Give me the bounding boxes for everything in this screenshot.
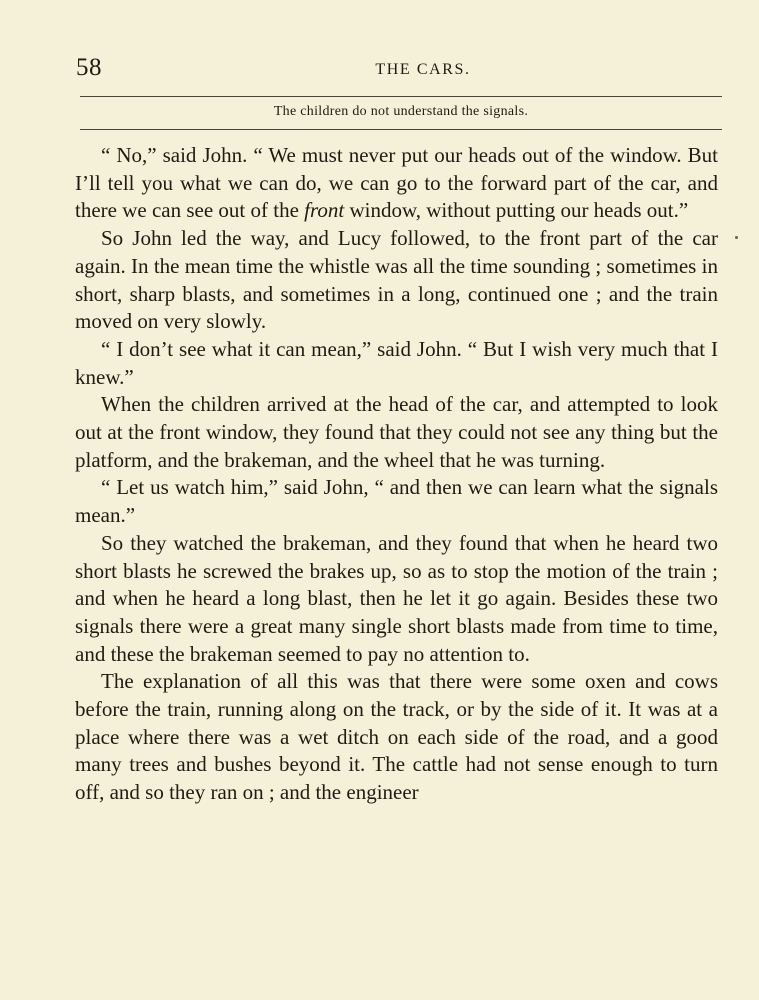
body-text	[75, 142, 718, 807]
bottom-rule	[80, 129, 722, 130]
paragraph-7: The explanation of all this was that there were some oxen and cows before the train, running along on the track, or by the side of it. It was at a place where there was a wet ditch on each side of the road, and a good many trees and bushes beyond it. The cattle had not sense enough to turn off, and so they ran on ; and the engineer	[75, 669, 718, 805]
page-header	[76, 54, 722, 84]
page-number: 58	[76, 54, 102, 81]
emphasis-front: front	[304, 198, 345, 223]
paragraph-1-before: “ No,” said John. “ We must never put our heads out of the window. But I’ll tell you what we can do, we can go to the forward part of the car, and there we can see out of the	[75, 143, 718, 223]
section-subheading: The children do not understand the signals.	[273, 104, 529, 119]
top-rule	[80, 96, 722, 97]
paragraph-1-after: window, without putting our heads out.”	[344, 198, 689, 223]
paragraph-1	[75, 142, 718, 225]
running-head: THE CARS.	[375, 61, 471, 78]
margin-mark	[735, 236, 738, 239]
paragraph-2: So John led the way, and Lucy followed, to the front part of the car again. In the mean time the whistle was all the time sounding ; sometimes in short, sharp blasts, and sometimes in a long, continued one ; and the train moved on very slowly.	[75, 226, 718, 334]
paragraph-6: So they watched the brakeman, and they found that when he heard two short blasts he screwed the brakes up, so as to stop the motion of the train ; and when he heard a long blast, then he let it go again. Besides these two signals there were a great many single short blasts made from time to time, and these the brakeman seemed to pay no attention to.	[75, 530, 718, 666]
paragraph-5: “ Let us watch him,” said John, “ and then we can learn what the signals mean.”	[75, 475, 718, 528]
paragraph-3: “ I don’t see what it can mean,” said John. “ But I wish very much that I knew.”	[75, 336, 718, 389]
paragraph-4: When the children arrived at the head of the car, and attempted to look out at the front window, they found that they could not see any thing but the platform, and the brakeman, and the wheel that he was turning.	[75, 392, 718, 472]
